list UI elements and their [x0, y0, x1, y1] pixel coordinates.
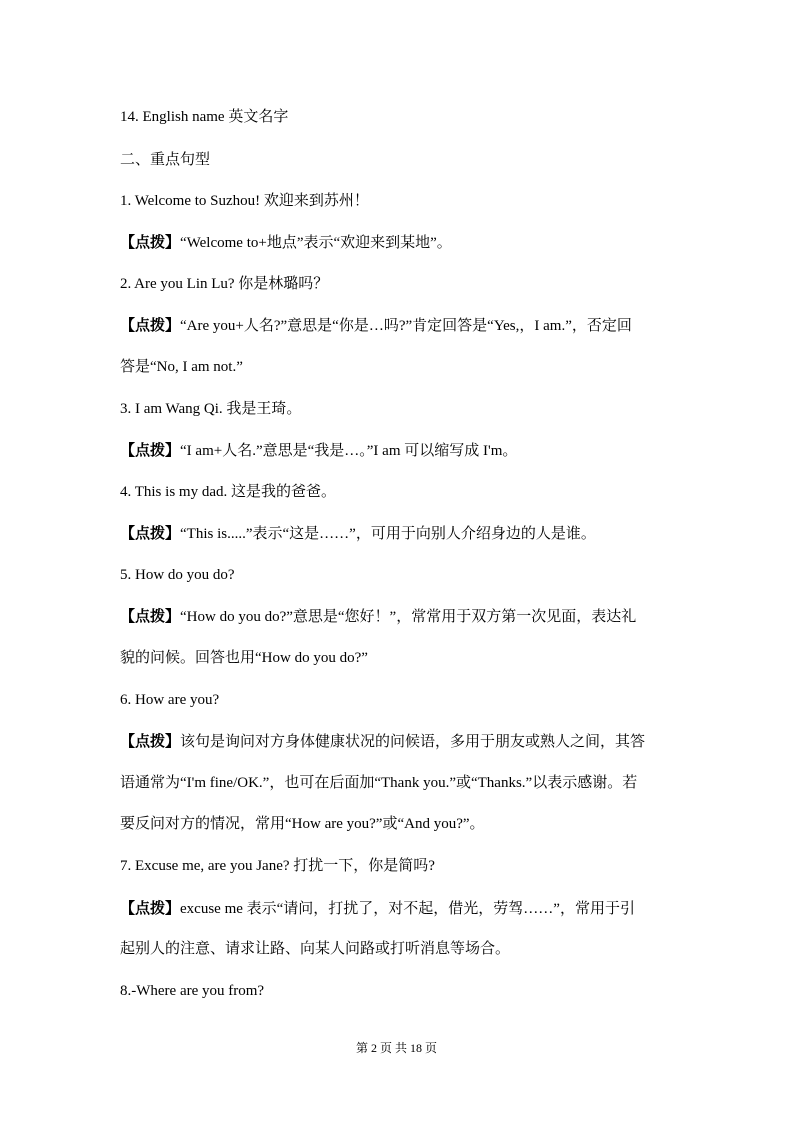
note-tag: 【点拨】: [120, 441, 181, 459]
sentence-7: 7. Excuse me, are you Jane? 打扰一下，你是简吗?: [120, 858, 435, 874]
section-heading-key-sentences: 二、重点句型: [120, 150, 211, 168]
note-6-continued-2: 要反问对方的情况，常用“How are you?”或“And you?”。: [120, 816, 485, 832]
note-tag: 【点拨】: [120, 233, 181, 251]
note-6: 【点拨】该句是询问对方身体健康状况的问候语，多用于朋友或熟人之间，其答: [120, 732, 646, 750]
sentence-4: 4. This is my dad. 这是我的爸爸。: [120, 484, 336, 500]
note-7-continued: 起别人的注意、请求让路、向某人问路或打听消息等场合。: [120, 941, 511, 957]
note-tag: 【点拨】: [120, 316, 181, 334]
note-2: 【点拨】“Are you+人名?”意思是“你是…吗?”肯定回答是“Yes,，I am.”，否定回: [120, 316, 632, 334]
sentence-8: 8.-Where are you from?: [120, 983, 265, 999]
note-tag: 【点拨】: [120, 607, 181, 625]
note-2-continued: 答是“No, I am not.”: [120, 359, 243, 375]
note-5-continued: 貌的问候。回答也用“How do you do?”: [120, 650, 368, 666]
sentence-5: 5. How do you do?: [120, 567, 235, 583]
note-7: 【点拨】excuse me 表示“请问，打扰了，对不起，借光，劳驾……”，常用于引: [120, 899, 635, 917]
note-1: 【点拨】“Welcome to+地点”表示“欢迎来到某地”。: [120, 233, 452, 251]
vocab-item-14: 14. English name 英文名字: [120, 109, 289, 125]
note-5: 【点拨】“How do you do?”意思是“您好！”，常常用于双方第一次见面，表达礼: [120, 607, 637, 625]
note-4: 【点拨】“This is.....”表示“这是……”，可用于向别人介绍身边的人是谁。: [120, 524, 596, 542]
page-footer: 第 2 页 共 18 页: [355, 1041, 437, 1055]
note-tag: 【点拨】: [120, 524, 181, 542]
note-6-continued-1: 语通常为“I'm fine/OK.”，也可在后面加“Thank you.”或“Thanks.”以表示感谢。若: [120, 775, 638, 791]
sentence-1: 1. Welcome to Suzhou! 欢迎来到苏州！: [120, 193, 369, 209]
sentence-2: 2. Are you Lin Lu? 你是林璐吗？: [120, 276, 329, 292]
note-tag: 【点拨】: [120, 899, 181, 917]
note-tag: 【点拨】: [120, 732, 181, 750]
sentence-6: 6. How are you?: [120, 692, 220, 708]
note-3: 【点拨】“I am+人名.”意思是“我是…。”I am 可以缩写成 I'm。: [120, 441, 518, 459]
sentence-3: 3. I am Wang Qi. 我是王琦。: [120, 401, 302, 417]
